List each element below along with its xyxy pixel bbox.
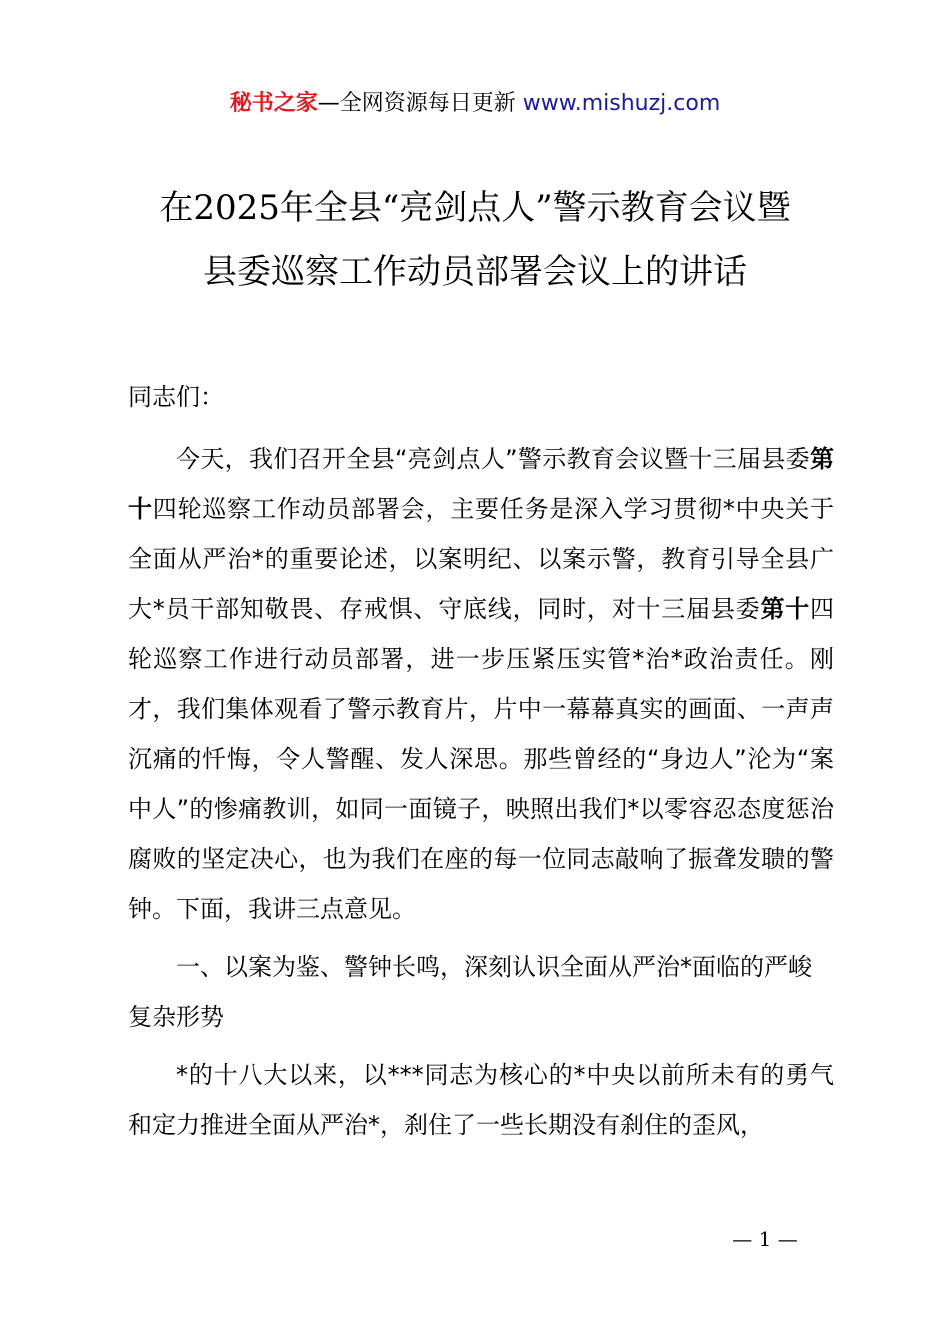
- section-heading-1: 一、以案为鉴、警钟长鸣，深刻认识全面从严治*面临的严峻复杂形势: [128, 953, 812, 1031]
- brand-name: 秘书之家: [229, 91, 318, 116]
- paragraph-1-bold-2: 第十: [760, 595, 811, 623]
- paragraph-1-part-1: 今天，我们召开全县“亮剑点人”警示教育会议暨十三届县委: [176, 445, 810, 473]
- document-title: [60, 176, 890, 304]
- paragraph-1-part-3: 四轮巡察工作进行动员部署，进一步压紧压实管*治*政治责任。刚才，我们集体观看了警示教育片，片中一幕幕真实的画面、一声声沉痛的忏悔，令人警醒、发人深思。那些曾经的“身边人”沦为“案中人”的惨痛教训，如同一面镜子，映照出我们*以零容忍态度惩治腐败的坚定决心，也为我们在座的每一位同志敲响了振聋发聩的警钟。下面，我讲三点意见。: [128, 595, 835, 923]
- paragraph-2: *的十八大以来，以***同志为核心的*中央以前所未有的勇气和定力推进全面从严治*，刹住了一些长期没有刹住的歪风，: [128, 1061, 834, 1139]
- page-number: — 1 —: [732, 1227, 798, 1251]
- paragraph-1-part-2: 四轮巡察工作动员部署会，主要任务是深入学习贯彻*中央关于全面从严治*的重要论述，以案明纪、以案示警，教育引导全县广大*员干部知敬畏、存戒惧、守底线，同时，对十三届县委: [128, 495, 835, 623]
- title-line-1: 在2025年全县“亮剑点人”警示教育会议暨: [159, 188, 791, 228]
- site-url-link[interactable]: www.mishuzj.com: [522, 91, 721, 116]
- title-line-2: 县委巡察工作动员部署会议上的讲话: [203, 252, 747, 292]
- paragraph-1-bold-1: 第十: [128, 445, 834, 523]
- header-tagline: —全网资源每日更新: [317, 91, 516, 116]
- site-header: [0, 88, 950, 120]
- paragraph-1: [128, 434, 834, 934]
- salutation: 同志们：: [128, 383, 224, 411]
- document-body: [128, 372, 834, 1150]
